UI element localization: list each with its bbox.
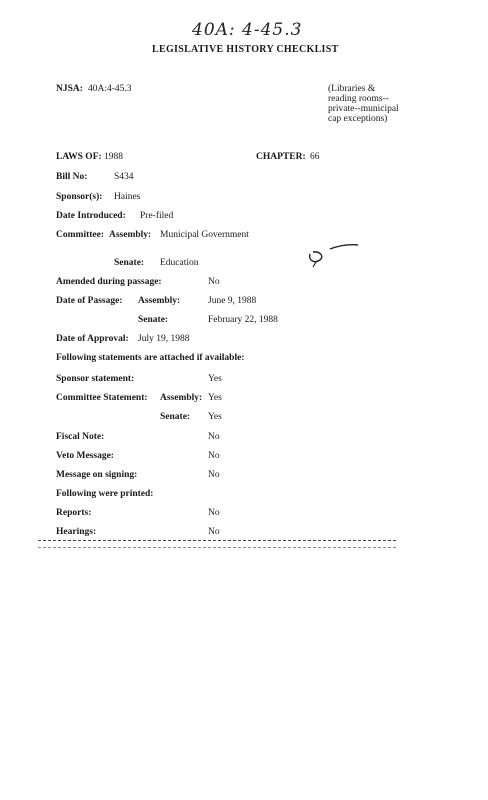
chapter-label: CHAPTER:	[256, 152, 306, 162]
subject-note	[328, 84, 438, 124]
message-on-signing-label: Message on signing:	[56, 470, 138, 480]
njsa-label: NJSA:	[56, 84, 83, 94]
committee-statement-label: Committee Statement:	[56, 393, 148, 403]
sponsor-statement-label: Sponsor statement:	[56, 374, 135, 384]
subject-note-line: (Libraries &	[328, 84, 376, 94]
subject-note-line: cap exceptions)	[328, 114, 388, 124]
bill-no-value: S434	[114, 172, 134, 182]
committee-senate-label: Senate:	[114, 258, 145, 268]
reports-value: No	[208, 508, 220, 518]
njsa-value: 40A:4-45.3	[88, 84, 132, 94]
committee-statement-senate-label: Senate:	[160, 412, 191, 422]
laws-of-value: 1988	[104, 152, 123, 162]
message-on-signing-value: No	[208, 470, 220, 480]
veto-message-label: Veto Message:	[56, 451, 114, 461]
following-attached-heading: Following statements are attached if available:	[56, 353, 245, 363]
amended-label: Amended during passage:	[56, 277, 162, 287]
following-printed-heading: Following were printed:	[56, 489, 154, 499]
page-title: LEGISLATIVE HISTORY CHECKLIST	[152, 44, 339, 55]
subject-note-line: private--municipal	[328, 104, 399, 114]
laws-of-label: LAWS OF:	[56, 152, 102, 162]
sponsor-statement-value: Yes	[208, 374, 222, 384]
committee-assembly-label: Assembly:	[109, 230, 152, 240]
handwritten-mark	[304, 240, 364, 272]
passage-assembly-label: Assembly:	[138, 296, 181, 306]
passage-senate-label: Senate:	[138, 315, 169, 325]
amended-value: No	[208, 277, 220, 287]
committee-statement-senate-value: Yes	[208, 412, 222, 422]
chapter-value: 66	[310, 152, 320, 162]
fiscal-note-value: No	[208, 432, 220, 442]
hearings-label: Hearings:	[56, 527, 97, 537]
subject-note-line: reading rooms--	[328, 94, 389, 104]
committee-label: Committee:	[56, 230, 105, 240]
sponsors-label: Sponsor(s):	[56, 192, 103, 202]
committee-statement-assembly-label: Assembly:	[160, 393, 203, 403]
passage-senate-value: February 22, 1988	[208, 315, 278, 325]
dashed-divider	[38, 540, 396, 541]
sponsors-value: Haines	[114, 192, 141, 202]
veto-message-value: No	[208, 451, 220, 461]
dashed-divider	[38, 547, 396, 548]
committee-assembly-value: Municipal Government	[160, 230, 249, 240]
committee-statement-assembly-value: Yes	[208, 393, 222, 403]
handwritten-code: 40A: 4-45.3	[192, 20, 303, 40]
date-introduced-label: Date Introduced:	[56, 211, 126, 221]
date-of-passage-label: Date of Passage:	[56, 296, 123, 306]
date-of-approval-label: Date of Approval:	[56, 334, 129, 344]
reports-label: Reports:	[56, 508, 92, 518]
date-introduced-value: Pre-filed	[140, 211, 174, 221]
hearings-value: No	[208, 527, 220, 537]
bill-no-label: Bill No:	[56, 172, 88, 182]
passage-assembly-value: June 9, 1988	[208, 296, 257, 306]
date-of-approval-value: July 19, 1988	[138, 334, 190, 344]
fiscal-note-label: Fiscal Note:	[56, 432, 105, 442]
committee-senate-value: Education	[160, 258, 199, 268]
